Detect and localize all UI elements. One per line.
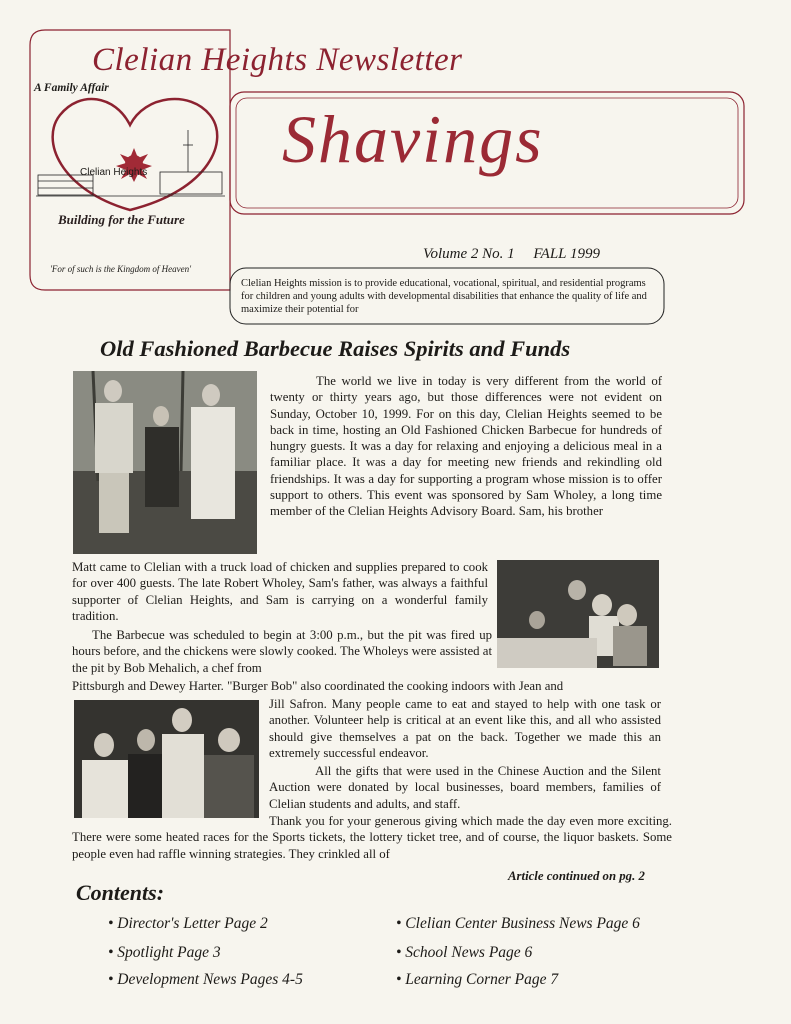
photo-volunteers <box>74 700 259 818</box>
toc-item: • Spotlight Page 3 <box>108 944 221 961</box>
article-paragraph: Matt came to Clelian with a truck load of chicken and supplies prepared to cook for over 400 guests. The late Robert Wholey, Sam's father, was always a faithful supporter of Clelian Heights, and Sam is carrying on a wonderful family tradition. <box>72 560 488 623</box>
article-paragraph: The Barbecue was scheduled to begin at 3:00 p.m., but the pit was fired up hours before, and the chickens were slowly cooked. The Wholeys were assisted at the pit by Bob Mehalich, a chef from <box>72 628 492 675</box>
issue-info <box>423 246 600 263</box>
tagline: A Family Affair <box>34 82 109 94</box>
toc-item: • Clelian Center Business News Page 6 <box>396 915 640 932</box>
volume-number: Volume 2 No. 1 <box>423 246 515 262</box>
newsletter-name: Clelian Heights Newsletter <box>92 42 463 78</box>
article-paragraph: Thank you for your generous giving which made the day even more exciting. There were some heated races for the Sports tickets, the lottery ticket tree, and of course, the liquor baskets. Some people even had raffle winning strategies. They crinkled all of <box>72 814 672 861</box>
toc-item: • Development News Pages 4-5 <box>108 971 303 988</box>
article-paragraph: Pittsburgh and Dewey Harter. "Burger Bob" also coordinated the cooking indoors with Jean and <box>72 679 564 693</box>
photo-dinner-guests <box>497 560 659 668</box>
article-headline: Old Fashioned Barbecue Raises Spirits and Funds <box>100 336 571 361</box>
article-paragraph: The world we live in today is very different from the world of twenty or thirty years ago, but those differences were not evident on Sunday, October 10, 1999. For on this day, Clelian Heights seemed to be back in time, hosting an Old Fashioned Chicken Barbecue for hundreds of hungry guests. It was a day for relaxing and enjoying a delicious meal in a familiar place. It was a day for meeting new friends and rekindling old friendships. It was a day for supporting a program whose mission is to offer support to others. This event was sponsored by Sam Wholey, a long time member of the Clelian Heights Advisory Board. Sam, his brother <box>270 374 662 519</box>
building-slogan: Building for the Future <box>58 212 185 227</box>
newsletter-title: Shavings <box>282 101 544 177</box>
continued-note: Article continued on pg. 2 <box>508 869 645 883</box>
toc-item: • School News Page 6 <box>396 944 533 961</box>
photo-barbecue-hosts <box>73 371 257 554</box>
logo-name: Clelian Heights <box>80 167 148 178</box>
toc-item: • Director's Letter Page 2 <box>108 915 268 932</box>
motto: 'For of such is the Kingdom of Heaven' <box>50 264 192 274</box>
mission-statement: Clelian Heights mission is to provide educational, vocational, spiritual, and residential programs for children and young adults with developmental disabilities that enhance the quality of life and maximize their potential for <box>241 278 647 315</box>
article-paragraph: All the gifts that were used in the Chinese Auction and the Silent Auction were donated by local businesses, board members, families of Clelian students and adults, and staff. <box>269 764 661 811</box>
contents-heading: Contents: <box>76 880 165 905</box>
toc-item: • Learning Corner Page 7 <box>396 971 559 988</box>
issue-season: FALL 1999 <box>533 246 600 262</box>
article-paragraph: Jill Safron. Many people came to eat and stayed to help with one task or another. Volunteer help is critical at an event like this, and all who assisted should give themselves a pat on the back. Together we made this an extremely successful endeavor. <box>269 697 661 760</box>
